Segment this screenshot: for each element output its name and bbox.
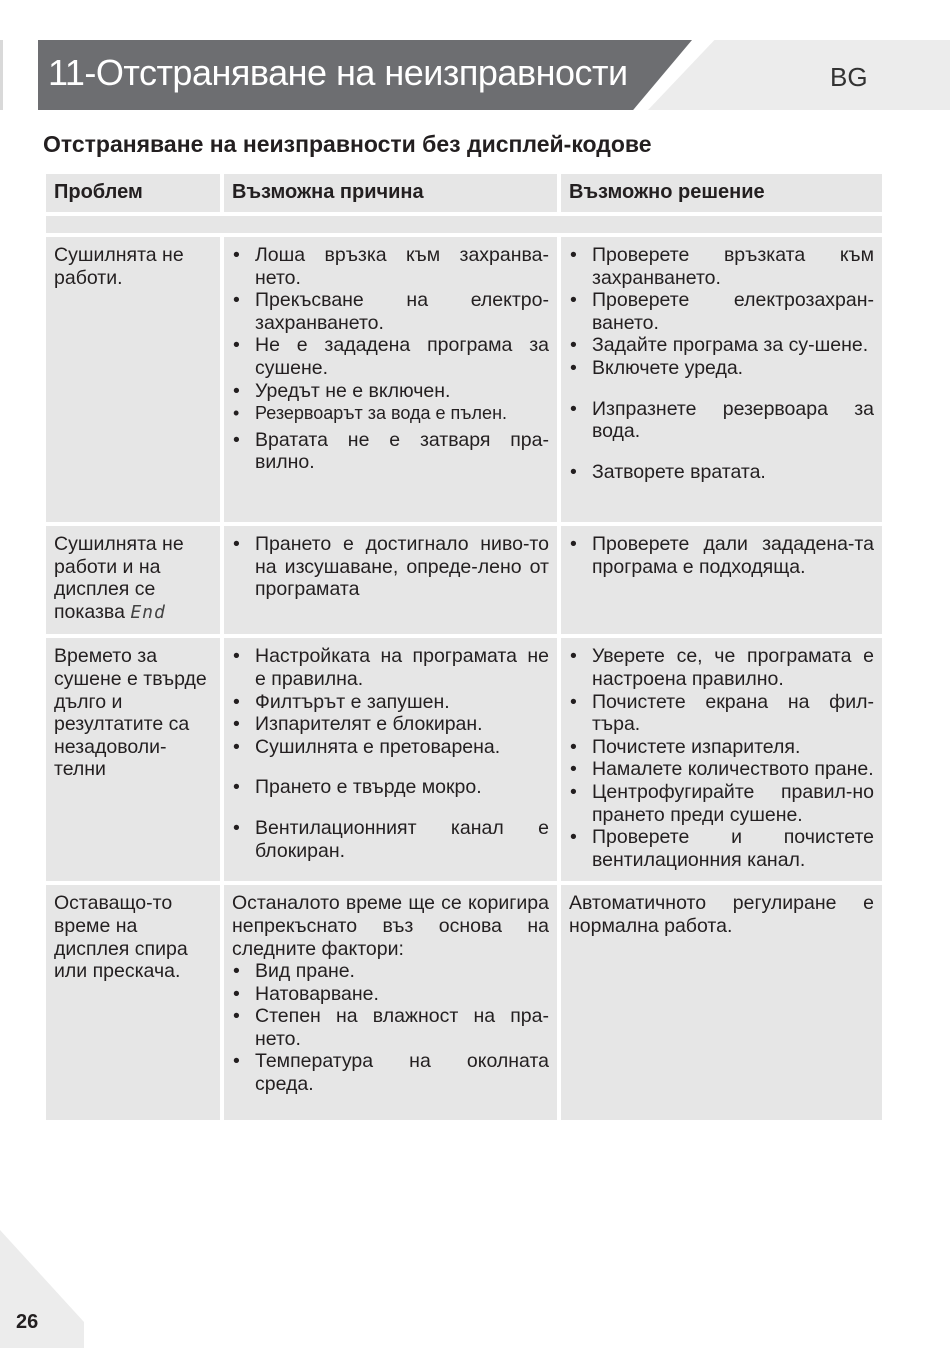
list-item: • Степен на влажност на пра-нето. [232,1005,549,1050]
table-row [46,526,882,634]
list-item: • Сушилнята е претоварена. [232,736,549,759]
table-row [46,885,882,1120]
page-number: 26 [16,1311,39,1333]
page-corner-decoration [0,1230,84,1348]
list-item: • Проверете дали зададена-та програма е подходяща. [569,533,874,578]
troubleshooting-table [42,170,886,1124]
problem-text: Сушилнята не работи. [54,244,184,289]
header-solution: Възможно решение [561,174,882,212]
list-item: • Изпарителят е блокиран. [232,713,549,736]
header-language-tab [648,40,950,110]
problem-cell [46,638,220,881]
problem-text: Сушилнята не работи и на дисплея се показва [54,533,184,623]
list-item: • Не е зададена програма за сушене. [232,334,549,379]
section-title: Отстраняване на неизправности без дисплей-кодове [43,131,652,157]
problem-text: Времето за сушене е твърде дълго и резултатите са незадоволи-телни [54,645,207,781]
list-item: • Прането е твърде мокро. [232,776,549,799]
cause-cell [224,237,557,522]
list-item: • Проверете електрозахран-ването. [569,289,874,334]
cause-intro: Останалото време ще се коригира непрекъснато въз основа на следните фактори: [232,892,549,960]
list-item: • Лоша връзка към захранва-нето. [232,244,549,289]
problem-cell [46,885,220,1120]
list-item: • Почистете изпарителя. [569,736,874,759]
list-item: • Натоварване. [232,983,549,1006]
table-row [46,237,882,522]
list-item: • Проверете връзката към захранването. [569,244,874,289]
list-item: • Проверете и почистете вентилационния канал. [569,826,874,871]
list-item: • Включете уреда. [569,357,874,380]
solution-cell [561,885,882,1120]
page-edge-mark [0,40,3,110]
list-item: • Уверете се, че програмата е настроена правилно. [569,645,874,690]
problem-cell [46,526,220,634]
problem-cell [46,237,220,522]
header-problem: Проблем [46,174,220,212]
list-item: • Центрофугирайте правил-но прането преди сушене. [569,781,874,826]
cause-list [232,244,549,474]
solution-cell [561,526,882,634]
list-item: • Вентилационният канал е блокиран. [232,817,549,862]
page-title: 11-Отстраняване на неизправности [48,52,628,93]
solution-cell [561,638,882,881]
solution-list [569,244,874,483]
list-item: • Затворете вратата. [569,461,874,484]
cause-cell [224,526,557,634]
language-code: BG [830,62,868,92]
problem-text: Оставащо-то време на дисплея спира или прескача. [54,892,188,983]
list-item: • Уредът не е включен. [232,380,549,403]
display-code-end: End [130,601,166,623]
list-item: • Почистете екрана на фил-търа. [569,691,874,736]
cause-cell [224,885,557,1120]
cause-cell [224,638,557,881]
list-item: • Задайте програма за су-шене. [569,334,874,357]
header-cause: Възможна причина [224,174,557,212]
cause-list [232,960,549,1096]
table-row [46,638,882,881]
solution-text: Автоматичното регулиране е нормална работа. [569,892,874,937]
solution-cell [561,237,882,522]
list-item: • Резервоарът за вода е пълен. [232,402,549,425]
list-item: • Намалете количеството пране. [569,758,874,781]
solution-list [569,645,874,871]
list-item: • Прекъсване на електро-захранването. [232,289,549,334]
list-item: • Изпразнете резервоара за вода. [569,398,874,443]
list-item: • Вид пране. [232,960,549,983]
list-item: • Настройката на програмата не е правилна. [232,645,549,690]
list-item: • Температура на околната среда. [232,1050,549,1095]
cause-list [232,533,549,601]
list-item: • Прането е достигнало ниво-то на изсушаване, опреде-лено от програмата [232,533,549,601]
solution-list [569,533,874,578]
cause-list [232,645,549,862]
table-header-row [46,174,882,212]
list-item: • Филтърът е запушен. [232,691,549,714]
list-item: • Вратата не е затваря пра-вилно. [232,429,549,474]
